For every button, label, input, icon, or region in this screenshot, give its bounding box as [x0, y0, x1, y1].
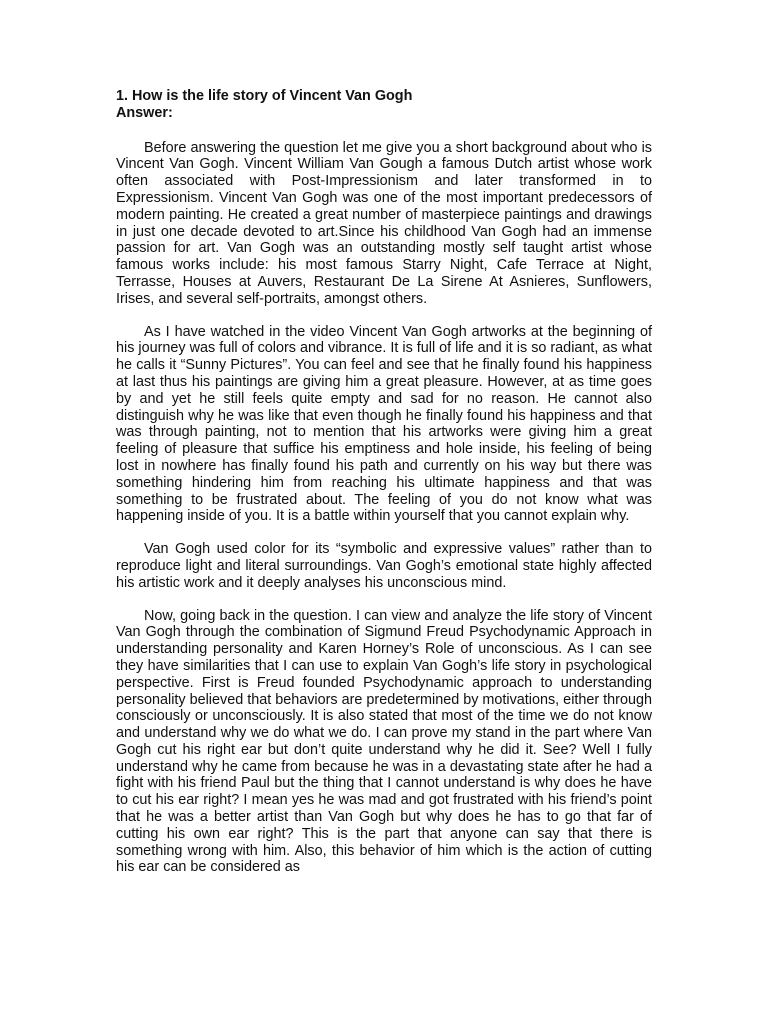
paragraph-color-use: Van Gogh used color for its “symbolic and expressive values” rather than to reproduce light and literal surroundings. Van Gogh’s emotional state highly affected his artistic work and it deeply analyses his unconscious mind.	[116, 541, 652, 591]
answer-label: Answer:	[116, 104, 173, 121]
paragraph-video-observation: As I have watched in the video Vincent Van Gogh artworks at the beginning of his journey was full of colors and vibrance. It is full of life and it is so radiant, as what he calls it “Sunny Pictures”. You can feel and see that he finally found his happiness at last thus his paintings are giving him a great pleasure. However, at as time goes by and yet he still feels quite empty and sad for no reason. He cannot also distinguish why he was like that even though he finally found his happiness and that was through painting, not to mention that his artworks were giving him a great feeling of pleasure that suffice his emptiness and hole inside, his feeling of being lost in nowhere has finally found his path and currently on his way but there was something hindering him from reaching his ultimate happiness and that was something to be frustrated about. The feeling of you do not know what was happening inside of you. It is a battle within yourself that you cannot explain why.	[116, 323, 652, 525]
paragraph-analysis: Now, going back in the question. I can view and analyze the life story of Vincent Van Gogh through the combination of Sigmund Freud Psychodynamic Approach in understanding personality and Karen Horney’s Role of unconscious. As I can see they have similarities that I can use to explain Van Gogh’s life story in psychological perspective. First is Freud founded Psychodynamic approach to understanding personality believed that behaviors are predetermined by motivations, either through consciously or unconsciously. It is also stated that most of the time we do not know and understand why we do what we do. I can prove my stand in the part where Van Gogh cut his right ear but don’t quite understand why he did it. See? Well I fully understand why he came from because he was in a devastating state after he had a fight with his friend Paul but the thing that I cannot understand is why does he have to cut his ear right? I mean yes he was mad and got frustrated with his friend’s point that he was a better artist than Van Gogh but why does he has to go that far of cutting his own ear right? This is the part that anyone can say that there is something wrong with him. Also, this behavior of him which is the action of cutting his ear can be considered as	[116, 607, 652, 876]
document-page	[116, 88, 652, 876]
paragraph-background: Before answering the question let me give you a short background about who is Vincent Van Gogh. Vincent William Van Gough a famous Dutch artist whose work often associated with Post-Impressionism and later transformed in to Expressionism. Vincent Van Gogh was one of the most important predecessors of modern painting. He created a great number of masterpiece paintings and drawings in just one decade devoted to art.Since his childhood Van Gogh had an immense passion for art. Van Gogh was an outstanding mostly self taught artist whose famous works include: his most famous Starry Night, Cafe Terrace at Night, Terrasse, Houses at Auvers, Restaurant De La Sirene At Asnieres, Sunflowers, Irises, and several self-portraits, amongst others.	[116, 139, 652, 307]
question-title: 1. How is the life story of Vincent Van Gogh	[116, 88, 413, 104]
